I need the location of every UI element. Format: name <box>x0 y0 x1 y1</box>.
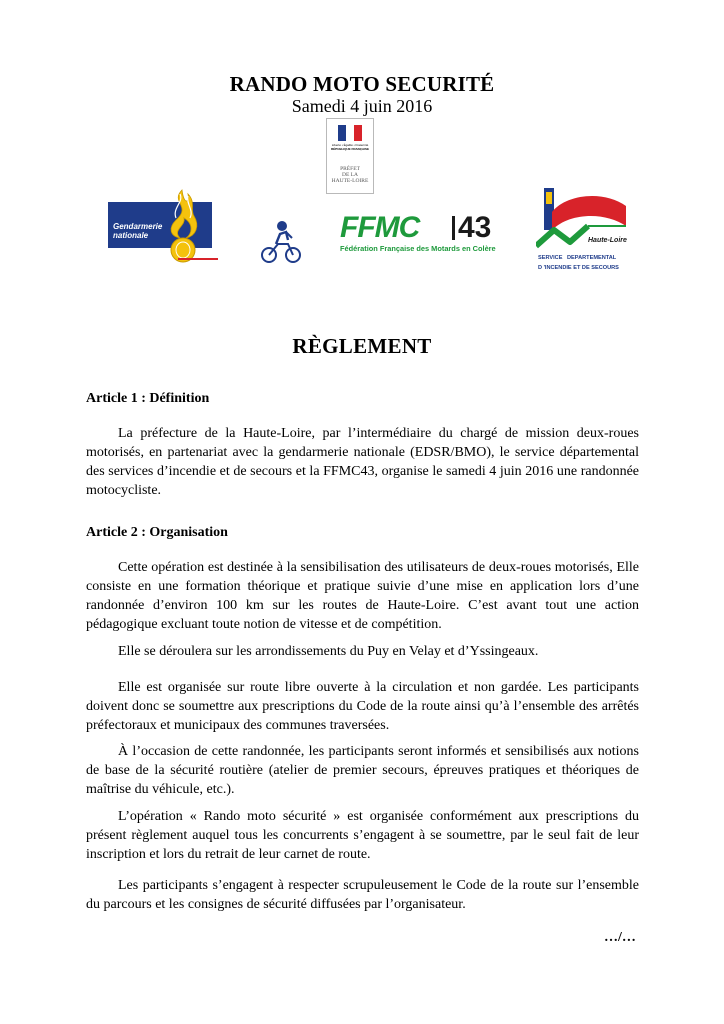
motorcycle-rider-icon <box>260 218 302 266</box>
grenade-flame-icon <box>162 188 204 264</box>
prefecture-line-3: HAUTE-LOIRE <box>331 178 369 184</box>
ffmc-divider <box>452 216 455 240</box>
sdis-line-2: D 'INCENDIE ET DE SECOURS <box>538 265 619 271</box>
article-2-paragraph-2: Elle se déroulera sur les arrondissements du Puy en Velay et d’Yssingeaux. <box>118 644 539 659</box>
ffmc-number: 43 <box>458 211 492 244</box>
prefecture-line-2: DE LA <box>341 172 359 178</box>
marianne-flag-icon <box>338 125 362 141</box>
article-2-paragraph-3: Elle est organisée sur route libre ouverte à la circulation et non gardée. Les participants doivent donc se soumettre aux prescriptions du Code de la route ainsi qu’à l’ensemble des arrêtés préfectoraux et municipaux des communes traversées. <box>86 680 639 733</box>
ffmc-name: FFMC <box>340 211 420 244</box>
article-1-title: Article 1 : Définition <box>86 391 210 406</box>
ffmc-subtitle: Fédération Française des Motards en Colère <box>340 244 496 253</box>
sdis-logo <box>536 186 632 276</box>
prefecture-motto: Liberté • Égalité • Fraternité <box>331 143 369 147</box>
sdis-region: Haute-Loire <box>588 237 627 244</box>
ffmc-logo <box>340 211 512 254</box>
reglement-heading: RÈGLEMENT <box>292 334 432 358</box>
prefecture-logo <box>326 118 374 194</box>
prefecture-republic: RÉPUBLIQUE FRANÇAISE <box>330 146 369 151</box>
event-date: Samedi 4 juin 2016 <box>291 96 433 116</box>
article-2-paragraph-6: Les participants s’engagent à respecter scrupuleusement le Code de la route sur l’ensemble du parcours et les consignes de sécurité diffusées par l’organisateur. <box>86 878 639 912</box>
gendarmerie-red-line <box>178 258 218 260</box>
document-title: RANDO MOTO SECURITÉ <box>229 72 495 96</box>
article-2-paragraph-4: À l’occasion de cette randonnée, les participants seront informés et sensibilisés aux notions de base de la sécurité routière (atelier de premier secours, épreuves pratiques et théoriques de maîtrise du véhicule, etc.). <box>86 744 639 797</box>
article-1-paragraph-1: La préfecture de la Haute-Loire, par l’intermédiaire du chargé de mission deux-roues motorisés, en partenariat avec la gendarmerie nationale (EDSR/BMO), le service départemental des services d’incendie et de secours et la FFMC43, organise le samedi 4 juin 2016 une randonnée motocycliste. <box>86 426 639 498</box>
continuation-mark: …/… <box>604 930 636 945</box>
gendarmerie-logo <box>108 188 220 264</box>
sdis-line-1: SERVICE DEPARTEMENTAL <box>538 255 617 261</box>
article-2-title: Article 2 : Organisation <box>86 525 228 540</box>
gendarmerie-line-1: Gendarmerie <box>113 222 163 231</box>
article-2-paragraph-1: Cette opération est destinée à la sensibilisation des utilisateurs de deux-roues motorisés, Elle consiste en une formation théorique et pratique suivie d’une mise en application lors d’une randonnée d’environ 100 km sur les routes de Haute-Loire. C’est avant tout une action pédagogique excluant toute notion de vitesse et de compétition. <box>86 560 639 632</box>
article-2-paragraph-5: L’opération « Rando moto sécurité » est organisée conformément aux prescriptions du présent règlement auquel tous les concurrents s’engagent à se soumettre, par le seul fait de leur inscription et lors du retrait de leur carnet de route. <box>86 809 639 862</box>
prefecture-line-1: PRÉFET <box>340 166 360 172</box>
gendarmerie-line-2: nationale <box>113 231 149 240</box>
